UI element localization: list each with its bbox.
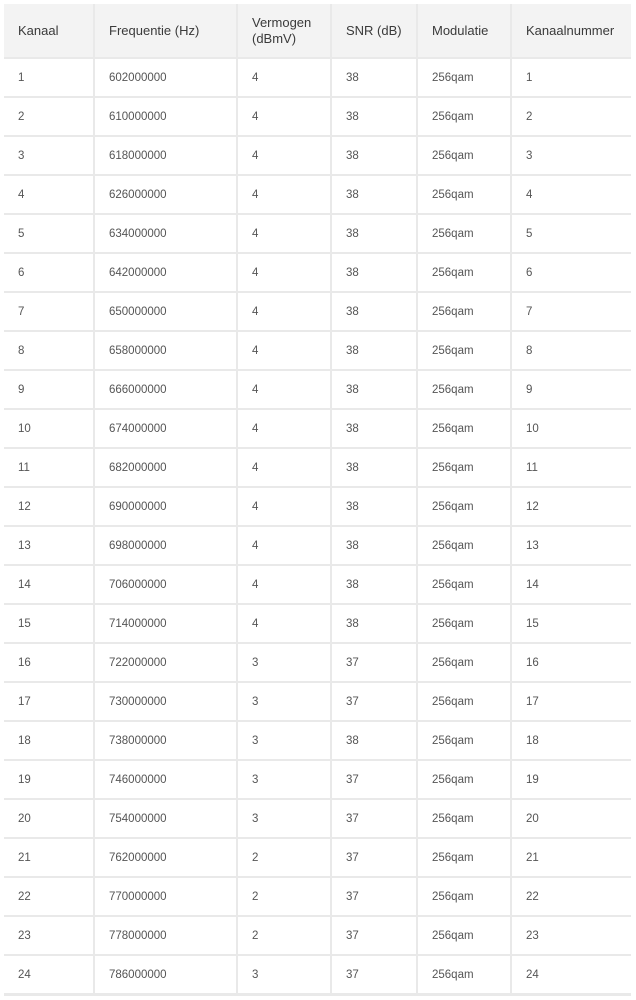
cell-frequentie: 762000000 — [95, 839, 236, 876]
cell-vermogen: 4 — [238, 410, 330, 447]
cell-vermogen: 3 — [238, 683, 330, 720]
cell-kanaalnummer: 13 — [512, 527, 631, 564]
cell-snr: 37 — [332, 917, 416, 954]
cell-snr: 38 — [332, 527, 416, 564]
cell-vermogen: 4 — [238, 98, 330, 135]
cell-snr: 38 — [332, 59, 416, 96]
cell-modulatie: 256qam — [418, 722, 510, 759]
cell-kanaal: 22 — [4, 878, 93, 915]
cell-kanaal: 10 — [4, 410, 93, 447]
table-row — [4, 878, 631, 915]
cell-vermogen: 3 — [238, 644, 330, 681]
cell-kanaalnummer: 19 — [512, 761, 631, 798]
cell-modulatie: 256qam — [418, 59, 510, 96]
cell-kanaalnummer: 4 — [512, 176, 631, 213]
cell-kanaalnummer: 14 — [512, 566, 631, 603]
cell-vermogen: 4 — [238, 488, 330, 525]
cell-frequentie: 770000000 — [95, 878, 236, 915]
cell-kanaal: 23 — [4, 917, 93, 954]
cell-modulatie: 256qam — [418, 605, 510, 642]
table-row — [4, 254, 631, 291]
cell-snr: 37 — [332, 683, 416, 720]
cell-vermogen: 4 — [238, 254, 330, 291]
cell-snr: 38 — [332, 449, 416, 486]
table-row — [4, 917, 631, 954]
header-kanaalnummer: Kanaalnummer — [512, 4, 631, 57]
cell-frequentie: 658000000 — [95, 332, 236, 369]
cell-frequentie: 698000000 — [95, 527, 236, 564]
table-row — [4, 722, 631, 759]
cell-modulatie: 256qam — [418, 176, 510, 213]
cell-kanaalnummer: 11 — [512, 449, 631, 486]
header-vermogen: Vermogen (dBmV) — [238, 4, 330, 57]
cell-kanaal: 8 — [4, 332, 93, 369]
cell-vermogen: 2 — [238, 839, 330, 876]
table-row — [4, 98, 631, 135]
table-row — [4, 410, 631, 447]
cell-vermogen: 4 — [238, 566, 330, 603]
table-row — [4, 215, 631, 252]
cell-frequentie: 722000000 — [95, 644, 236, 681]
cell-vermogen: 4 — [238, 371, 330, 408]
cell-kanaalnummer: 23 — [512, 917, 631, 954]
cell-frequentie: 674000000 — [95, 410, 236, 447]
table-row — [4, 956, 631, 993]
header-frequentie: Frequentie (Hz) — [95, 4, 236, 57]
header-snr: SNR (dB) — [332, 4, 416, 57]
cell-modulatie: 256qam — [418, 917, 510, 954]
table-row — [4, 176, 631, 213]
table-header — [4, 4, 631, 57]
cell-vermogen: 3 — [238, 800, 330, 837]
cell-snr: 37 — [332, 800, 416, 837]
cell-kanaalnummer: 7 — [512, 293, 631, 330]
cell-modulatie: 256qam — [418, 410, 510, 447]
cell-kanaal: 17 — [4, 683, 93, 720]
cell-kanaalnummer: 17 — [512, 683, 631, 720]
cell-snr: 37 — [332, 878, 416, 915]
downstream-channel-table — [4, 4, 631, 995]
cell-snr: 38 — [332, 722, 416, 759]
cell-snr: 38 — [332, 566, 416, 603]
cell-vermogen: 4 — [238, 449, 330, 486]
cell-modulatie: 256qam — [418, 527, 510, 564]
cell-modulatie: 256qam — [418, 878, 510, 915]
cell-snr: 37 — [332, 761, 416, 798]
header-modulatie: Modulatie — [418, 4, 510, 57]
cell-kanaalnummer: 9 — [512, 371, 631, 408]
cell-kanaal: 13 — [4, 527, 93, 564]
cell-kanaal: 3 — [4, 137, 93, 174]
cell-frequentie: 730000000 — [95, 683, 236, 720]
cell-vermogen: 4 — [238, 176, 330, 213]
table-row — [4, 605, 631, 642]
cell-kanaalnummer: 12 — [512, 488, 631, 525]
cell-modulatie: 256qam — [418, 488, 510, 525]
table-row — [4, 839, 631, 876]
cell-frequentie: 778000000 — [95, 917, 236, 954]
cell-vermogen: 3 — [238, 956, 330, 993]
cell-kanaal: 12 — [4, 488, 93, 525]
cell-frequentie: 618000000 — [95, 137, 236, 174]
cell-kanaalnummer: 10 — [512, 410, 631, 447]
table-row — [4, 527, 631, 564]
cell-kanaal: 18 — [4, 722, 93, 759]
cell-kanaalnummer: 16 — [512, 644, 631, 681]
cell-kanaalnummer: 6 — [512, 254, 631, 291]
cell-vermogen: 4 — [238, 332, 330, 369]
cell-kanaalnummer: 8 — [512, 332, 631, 369]
cell-frequentie: 642000000 — [95, 254, 236, 291]
cell-frequentie: 754000000 — [95, 800, 236, 837]
cell-kanaal: 5 — [4, 215, 93, 252]
cell-frequentie: 626000000 — [95, 176, 236, 213]
cell-kanaal: 24 — [4, 956, 93, 993]
cell-kanaal: 7 — [4, 293, 93, 330]
cell-frequentie: 746000000 — [95, 761, 236, 798]
cell-snr: 38 — [332, 410, 416, 447]
cell-kanaal: 9 — [4, 371, 93, 408]
cell-kanaalnummer: 15 — [512, 605, 631, 642]
cell-snr: 38 — [332, 254, 416, 291]
cell-snr: 37 — [332, 644, 416, 681]
table-row — [4, 332, 631, 369]
table-row — [4, 644, 631, 681]
cell-kanaal: 21 — [4, 839, 93, 876]
cell-kanaal: 11 — [4, 449, 93, 486]
cell-frequentie: 666000000 — [95, 371, 236, 408]
cell-frequentie: 706000000 — [95, 566, 236, 603]
cell-modulatie: 256qam — [418, 956, 510, 993]
table-row — [4, 566, 631, 603]
cell-kanaalnummer: 18 — [512, 722, 631, 759]
cell-modulatie: 256qam — [418, 293, 510, 330]
cell-snr: 38 — [332, 98, 416, 135]
cell-frequentie: 786000000 — [95, 956, 236, 993]
cell-kanaalnummer: 2 — [512, 98, 631, 135]
cell-kanaal: 19 — [4, 761, 93, 798]
cell-kanaal: 6 — [4, 254, 93, 291]
cell-snr: 38 — [332, 176, 416, 213]
cell-frequentie: 682000000 — [95, 449, 236, 486]
table-row — [4, 800, 631, 837]
cell-vermogen: 2 — [238, 878, 330, 915]
cell-frequentie: 610000000 — [95, 98, 236, 135]
cell-modulatie: 256qam — [418, 566, 510, 603]
cell-vermogen: 4 — [238, 59, 330, 96]
cell-modulatie: 256qam — [418, 683, 510, 720]
cell-kanaal: 4 — [4, 176, 93, 213]
cell-snr: 38 — [332, 293, 416, 330]
cell-kanaal: 2 — [4, 98, 93, 135]
cell-vermogen: 4 — [238, 605, 330, 642]
cell-vermogen: 4 — [238, 215, 330, 252]
cell-modulatie: 256qam — [418, 137, 510, 174]
cell-frequentie: 602000000 — [95, 59, 236, 96]
cell-vermogen: 4 — [238, 527, 330, 564]
cell-kanaal: 16 — [4, 644, 93, 681]
cell-modulatie: 256qam — [418, 98, 510, 135]
table-row — [4, 488, 631, 525]
cell-vermogen: 4 — [238, 293, 330, 330]
cell-frequentie: 738000000 — [95, 722, 236, 759]
cell-snr: 38 — [332, 605, 416, 642]
table-row — [4, 59, 631, 96]
cell-modulatie: 256qam — [418, 449, 510, 486]
cell-vermogen: 2 — [238, 917, 330, 954]
cell-kanaal: 1 — [4, 59, 93, 96]
cell-snr: 37 — [332, 956, 416, 993]
cell-modulatie: 256qam — [418, 332, 510, 369]
table-row — [4, 761, 631, 798]
table-row — [4, 371, 631, 408]
cell-kanaal: 20 — [4, 800, 93, 837]
cell-modulatie: 256qam — [418, 215, 510, 252]
cell-modulatie: 256qam — [418, 371, 510, 408]
cell-kanaalnummer: 1 — [512, 59, 631, 96]
table-row — [4, 683, 631, 720]
channel-table-container — [4, 4, 631, 996]
cell-frequentie: 634000000 — [95, 215, 236, 252]
cell-kanaalnummer: 20 — [512, 800, 631, 837]
cell-modulatie: 256qam — [418, 644, 510, 681]
cell-frequentie: 690000000 — [95, 488, 236, 525]
cell-vermogen: 3 — [238, 722, 330, 759]
cell-vermogen: 3 — [238, 761, 330, 798]
table-body — [4, 59, 631, 993]
cell-kanaal: 15 — [4, 605, 93, 642]
cell-frequentie: 650000000 — [95, 293, 236, 330]
cell-snr: 38 — [332, 215, 416, 252]
cell-snr: 37 — [332, 839, 416, 876]
cell-snr: 38 — [332, 488, 416, 525]
cell-kanaalnummer: 3 — [512, 137, 631, 174]
cell-snr: 38 — [332, 371, 416, 408]
cell-kanaalnummer: 22 — [512, 878, 631, 915]
table-header-row — [4, 4, 631, 57]
table-row — [4, 137, 631, 174]
cell-modulatie: 256qam — [418, 800, 510, 837]
cell-kanaalnummer: 21 — [512, 839, 631, 876]
cell-kanaalnummer: 24 — [512, 956, 631, 993]
cell-kanaalnummer: 5 — [512, 215, 631, 252]
cell-snr: 38 — [332, 332, 416, 369]
cell-frequentie: 714000000 — [95, 605, 236, 642]
cell-modulatie: 256qam — [418, 839, 510, 876]
table-row — [4, 449, 631, 486]
cell-modulatie: 256qam — [418, 761, 510, 798]
header-kanaal: Kanaal — [4, 4, 93, 57]
table-row — [4, 293, 631, 330]
cell-snr: 38 — [332, 137, 416, 174]
cell-modulatie: 256qam — [418, 254, 510, 291]
cell-vermogen: 4 — [238, 137, 330, 174]
cell-kanaal: 14 — [4, 566, 93, 603]
